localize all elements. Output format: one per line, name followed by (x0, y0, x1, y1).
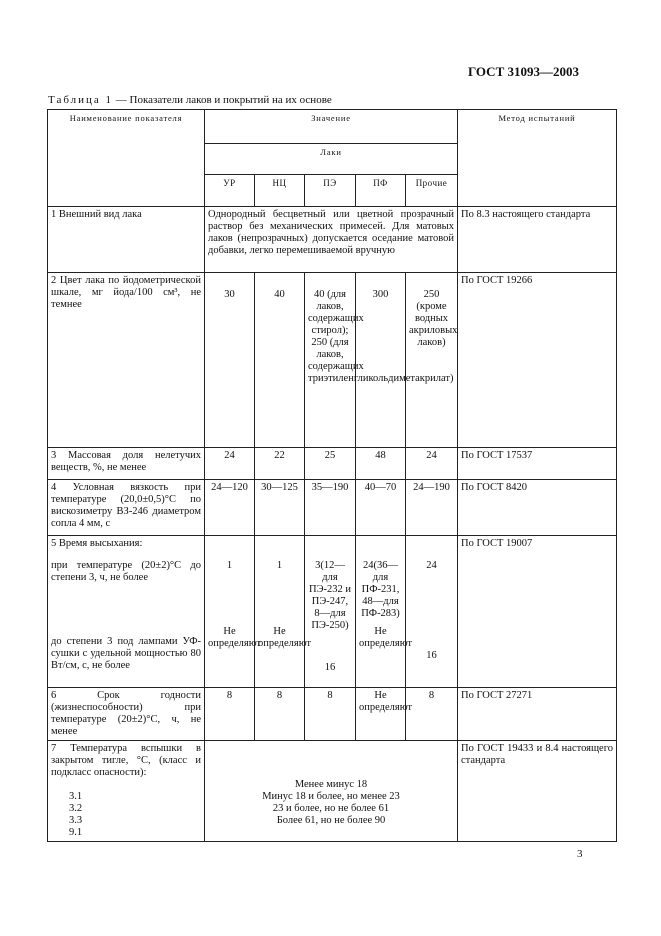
row2-other: 250 (кроме водных акриловых лаков) (406, 273, 458, 448)
header-col-nc: НЦ (255, 175, 305, 207)
table-caption (48, 94, 332, 106)
row6-name: 6 Срок годности (жизнеспособности) при температуре (20±2)°С, ч, не менее (48, 688, 205, 741)
row7-code: 3.2 (69, 803, 83, 814)
row5-other-2: 16 (426, 650, 437, 661)
row3-other: 24 (406, 448, 458, 480)
row7-code: 9.1 (69, 827, 83, 838)
row5-pe-1: 3(12—для ПЭ-232 и ПЭ-247, 8—для ПЭ-250) (308, 560, 351, 631)
row7-value: 23 и более, но не более 61 (272, 803, 390, 814)
row7-name: 7 Температура вспышки в закрытом тигле, °С, (класс и подкласс опасности): (51, 743, 201, 778)
row4-pf: 40—70 (356, 480, 406, 536)
row5-other-1: 24 (426, 560, 437, 571)
row5-nc-2: Не определяют (258, 626, 312, 649)
row2-pf: 300 (356, 273, 406, 448)
row6-other: 8 (406, 688, 458, 741)
row5-sub1: при температуре (20±2)°С до степени 3, ч, не более (51, 560, 201, 583)
row5-name: 5 Время высыхания: (51, 538, 143, 549)
table-row (48, 207, 617, 273)
document-code: ГОСТ 31093—2003 (467, 64, 579, 79)
header-name: Наименование показателя (48, 110, 205, 207)
row1-method: По 8.3 настоящего стандарта (458, 207, 617, 273)
table-caption-text: — Показатели лаков и покрытий на их основе (113, 94, 332, 106)
row7-method: По ГОСТ 19433 и 8.4 настоящего стандарта (458, 741, 617, 842)
row5-pf-1: 24(36—для ПФ-231, 48—для ПФ-283) (361, 560, 400, 619)
row4-nc: 30—125 (255, 480, 305, 536)
row7-code: 3.1 (69, 791, 83, 802)
header-value: Значение (205, 110, 458, 144)
row5-method: По ГОСТ 19007 (458, 536, 617, 688)
row4-name: 4 Условная вязкость при температуре (20,0±0,5)°С по вискозиметру ВЗ-246 диаметром сопла 4 мм, с (48, 480, 205, 536)
header-col-pe: ПЭ (305, 175, 356, 207)
table-row (48, 688, 617, 741)
row1-value: Однородный бесцветный или цветной прозрачный раствор без механических примесей. Для матовых лаков (непрозрачных) допускается оседание матовой добавки, легко перемешиваемой вручную (205, 207, 458, 273)
row2-pe: 40 (для лаков, содержащих стирол); 250 (для лаков, содержащих триэтиленгликольдиметакрилат) (305, 273, 356, 448)
row5-sub2: до степени 3 под лампами УФ-сушки с удельной мощностью 80 Вт/см, с, не более (51, 636, 201, 671)
row6-pf: Не определяют (356, 688, 406, 741)
row7-value: Менее минус 18 (294, 779, 368, 790)
row6-pe: 8 (305, 688, 356, 741)
table-caption-label: Таблица 1 (48, 94, 114, 106)
header-col-other: Прочие (406, 175, 458, 207)
row5-nc-1: 1 (276, 560, 283, 571)
page-number: 3 (577, 848, 583, 860)
row4-pe: 35—190 (305, 480, 356, 536)
header-col-pf: ПФ (356, 175, 406, 207)
table-row (48, 741, 617, 842)
row3-method: По ГОСТ 17537 (458, 448, 617, 480)
table-row (48, 448, 617, 480)
row6-ur: 8 (205, 688, 255, 741)
row4-ur: 24—120 (205, 480, 255, 536)
table-row (48, 536, 617, 688)
row2-method: По ГОСТ 19266 (458, 273, 617, 448)
row6-method: По ГОСТ 27271 (458, 688, 617, 741)
row1-name: 1 Внешний вид лака (48, 207, 205, 273)
table-row (48, 480, 617, 536)
header-method: Метод испытаний (458, 110, 617, 207)
table-row (48, 273, 617, 448)
row5-ur-2: Не определяют (208, 626, 262, 649)
properties-table (47, 109, 617, 842)
row7-value: Более 61, но не более 90 (276, 815, 386, 826)
row6-nc: 8 (255, 688, 305, 741)
row3-ur: 24 (205, 448, 255, 480)
row7-code: 3.3 (69, 815, 83, 826)
row3-name: 3 Массовая доля нелетучих веществ, %, не менее (48, 448, 205, 480)
row2-name: 2 Цвет лака по йодометрической шкале, мг йода/100 см³, не темнее (48, 273, 205, 448)
row7-value: Минус 18 и более, но менее 23 (262, 791, 400, 802)
row2-nc: 40 (255, 273, 305, 448)
header-lacquers: Лаки (205, 144, 458, 175)
row5-ur-1: 1 (226, 560, 233, 571)
row4-other: 24—190 (406, 480, 458, 536)
row2-ur: 30 (205, 273, 255, 448)
row4-method: По ГОСТ 8420 (458, 480, 617, 536)
header-col-ur: УР (205, 175, 255, 207)
row3-pf: 48 (356, 448, 406, 480)
row5-pe-2: 16 (324, 662, 336, 673)
row3-pe: 25 (305, 448, 356, 480)
row3-nc: 22 (255, 448, 305, 480)
row5-pf-2: Не определяют (359, 626, 413, 649)
